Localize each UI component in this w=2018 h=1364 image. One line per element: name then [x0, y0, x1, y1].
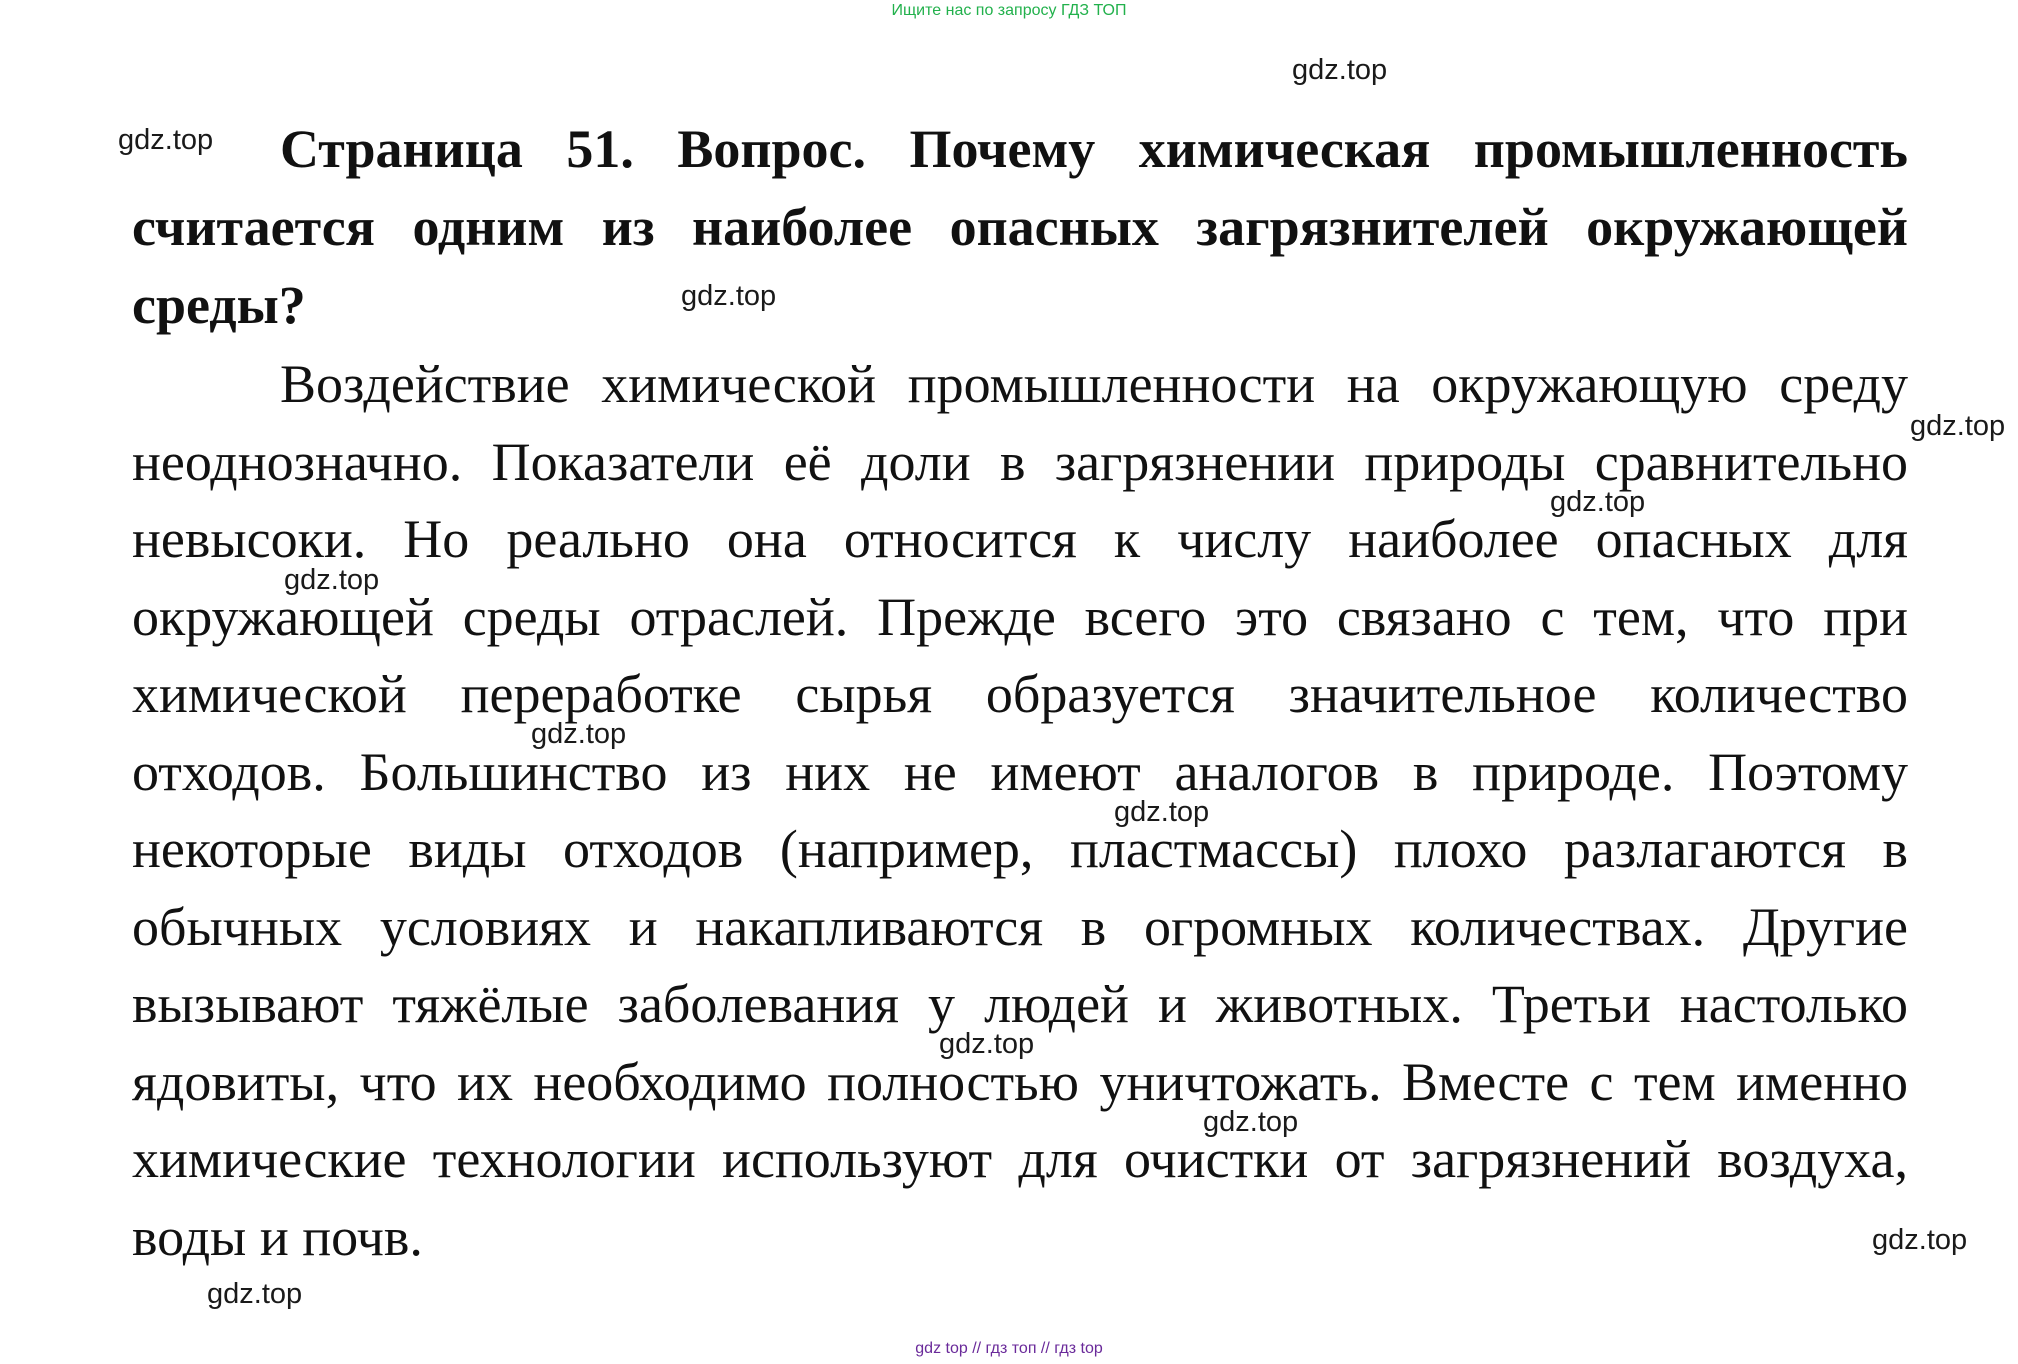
watermark: gdz.top [531, 718, 627, 750]
watermark: gdz.top [1550, 486, 1646, 518]
watermark: gdz.top [1292, 54, 1388, 86]
watermark: gdz.top [939, 1028, 1035, 1060]
watermark: gdz.top [207, 1278, 303, 1310]
watermark: gdz.top [1872, 1224, 1968, 1256]
top-banner: Ищите нас по запросу ГДЗ ТОП [891, 2, 1127, 19]
footer-links: gdz top // гдз топ // гдз top [915, 1340, 1103, 1357]
watermark: gdz.top [1114, 796, 1210, 828]
watermark: gdz.top [284, 564, 380, 596]
question-heading: Страница 51. Вопрос. Почему химическая промышленность считается одним из наиболее опасных загрязнителей окружающей среды? [132, 119, 1908, 335]
watermark: gdz.top [1910, 410, 2006, 442]
watermark: gdz.top [118, 124, 214, 156]
answer-text: Воздействие химической промышленности на окружающую среду неоднозначно. Показатели её доли в загрязнении природы сравнительно невысоки. Но реально она относится к числу наиболее опасных для окружающей среды отраслей. Прежде всего это связано с тем, что при химической переработке сырья образуется значительное количество отходов. Большинство из них не имеют аналогов в природе. Поэтому некоторые виды отходов (например, пластмассы) плохо разлагаются в обычных условиях и накапливаются в огромных количествах. Другие вызывают тяжёлые заболевания у людей и животных. Третьи настолько ядовиты, что их необходимо полностью уничтожать. Вместе с тем именно химические технологии используют для очистки от загрязнений воздуха, воды и почв. [132, 354, 1908, 1267]
watermark: gdz.top [681, 280, 777, 312]
watermark: gdz.top [1203, 1106, 1299, 1138]
